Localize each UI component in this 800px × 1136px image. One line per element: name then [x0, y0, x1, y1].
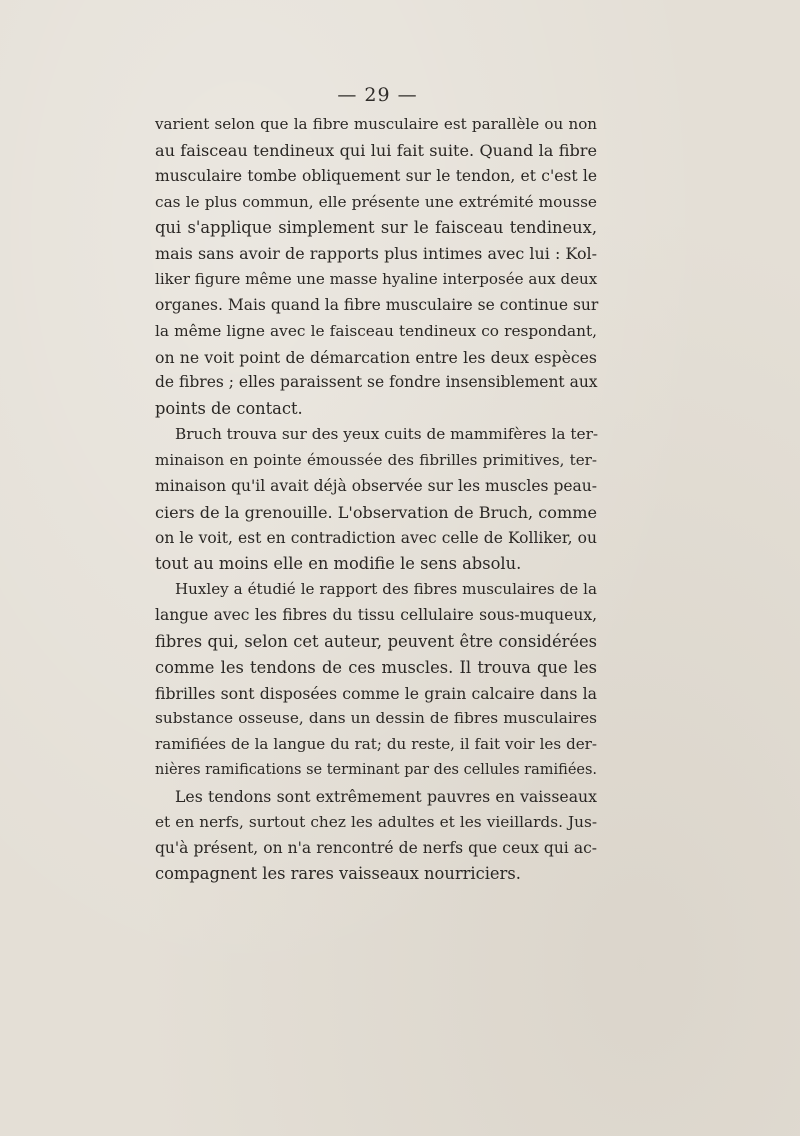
- text-line: cas le plus commun, elle présente une extrémité mousse: [155, 192, 597, 211]
- text-line: de fibres ; elles paraissent se fondre insensiblement aux: [155, 373, 598, 392]
- text-line: substance osseuse, dans un dessin de fibres musculaires: [155, 709, 597, 728]
- text-line: ramifiées de la langue du rat; du reste, il fait voir les der-: [155, 735, 597, 754]
- text-line: tout au moins elle en modifie le sens absolu.: [155, 554, 522, 574]
- paragraph: [155, 577, 597, 784]
- text-line: compagnent les rares vaisseaux nourriciers.: [155, 864, 521, 884]
- text-line: Les tendons sont extrêmement pauvres en vaisseaux: [175, 786, 597, 806]
- paragraph: [155, 784, 597, 887]
- text-line: et en nerfs, surtout chez les adultes et les vieillards. Jus-: [155, 812, 597, 831]
- text-line: comme les tendons de ces muscles. Il trouva que les: [155, 657, 597, 677]
- page-number: — 29 —: [337, 84, 418, 106]
- text-line: nières ramifications se terminant par des cellules ramifiées.: [155, 762, 598, 779]
- text-line: fibrilles sont disposées comme le grain calcaire dans la: [155, 683, 597, 703]
- text-line: langue avec les fibres du tissu cellulaire sous-muqueux,: [155, 606, 597, 625]
- text-line: organes. Mais quand la fibre musculaire se continue sur: [155, 295, 599, 314]
- text-line: minaison qu'il avait déjà observée sur les muscles peau-: [155, 476, 597, 495]
- paragraph: [155, 112, 597, 422]
- text-line: mais sans avoir de rapports plus intimes avec lui : Kol-: [155, 244, 597, 264]
- text-line: qui s'applique simplement sur le faisceau tendineux,: [155, 218, 597, 238]
- text-line: on ne voit point de démarcation entre les deux espèces: [155, 347, 597, 367]
- text-line: Bruch trouva sur des yeux cuits de mammifères la ter-: [175, 425, 599, 444]
- text-line: Huxley a étudié le rapport des fibres musculaires de la: [175, 580, 597, 599]
- text-line: fibres qui, selon cet auteur, peuvent être considérées: [155, 631, 597, 651]
- text-line: on le voit, est en contradiction avec celle de Kolliker, ou: [155, 528, 597, 547]
- text-line: minaison en pointe émoussée des fibrilles primitives, ter-: [155, 450, 597, 469]
- body-text: [155, 112, 597, 887]
- text-line: liker figure même une masse hyaline interposée aux deux: [155, 270, 598, 289]
- text-line: qu'à présent, on n'a rencontré de nerfs que ceux qui ac-: [155, 838, 597, 857]
- text-line: points de contact.: [155, 399, 303, 419]
- text-line: musculaire tombe obliquement sur le tendon, et c'est le: [155, 166, 597, 185]
- text-line: ciers de la grenouille. L'observation de Bruch, comme: [155, 502, 597, 522]
- text-line: au faisceau tendineux qui lui fait suite. Quand la fibre: [155, 140, 597, 160]
- text-line: varient selon que la fibre musculaire est parallèle ou non: [155, 115, 597, 133]
- paragraph: [155, 422, 597, 577]
- text-line: la même ligne avec le faisceau tendineux co respondant,: [155, 321, 597, 340]
